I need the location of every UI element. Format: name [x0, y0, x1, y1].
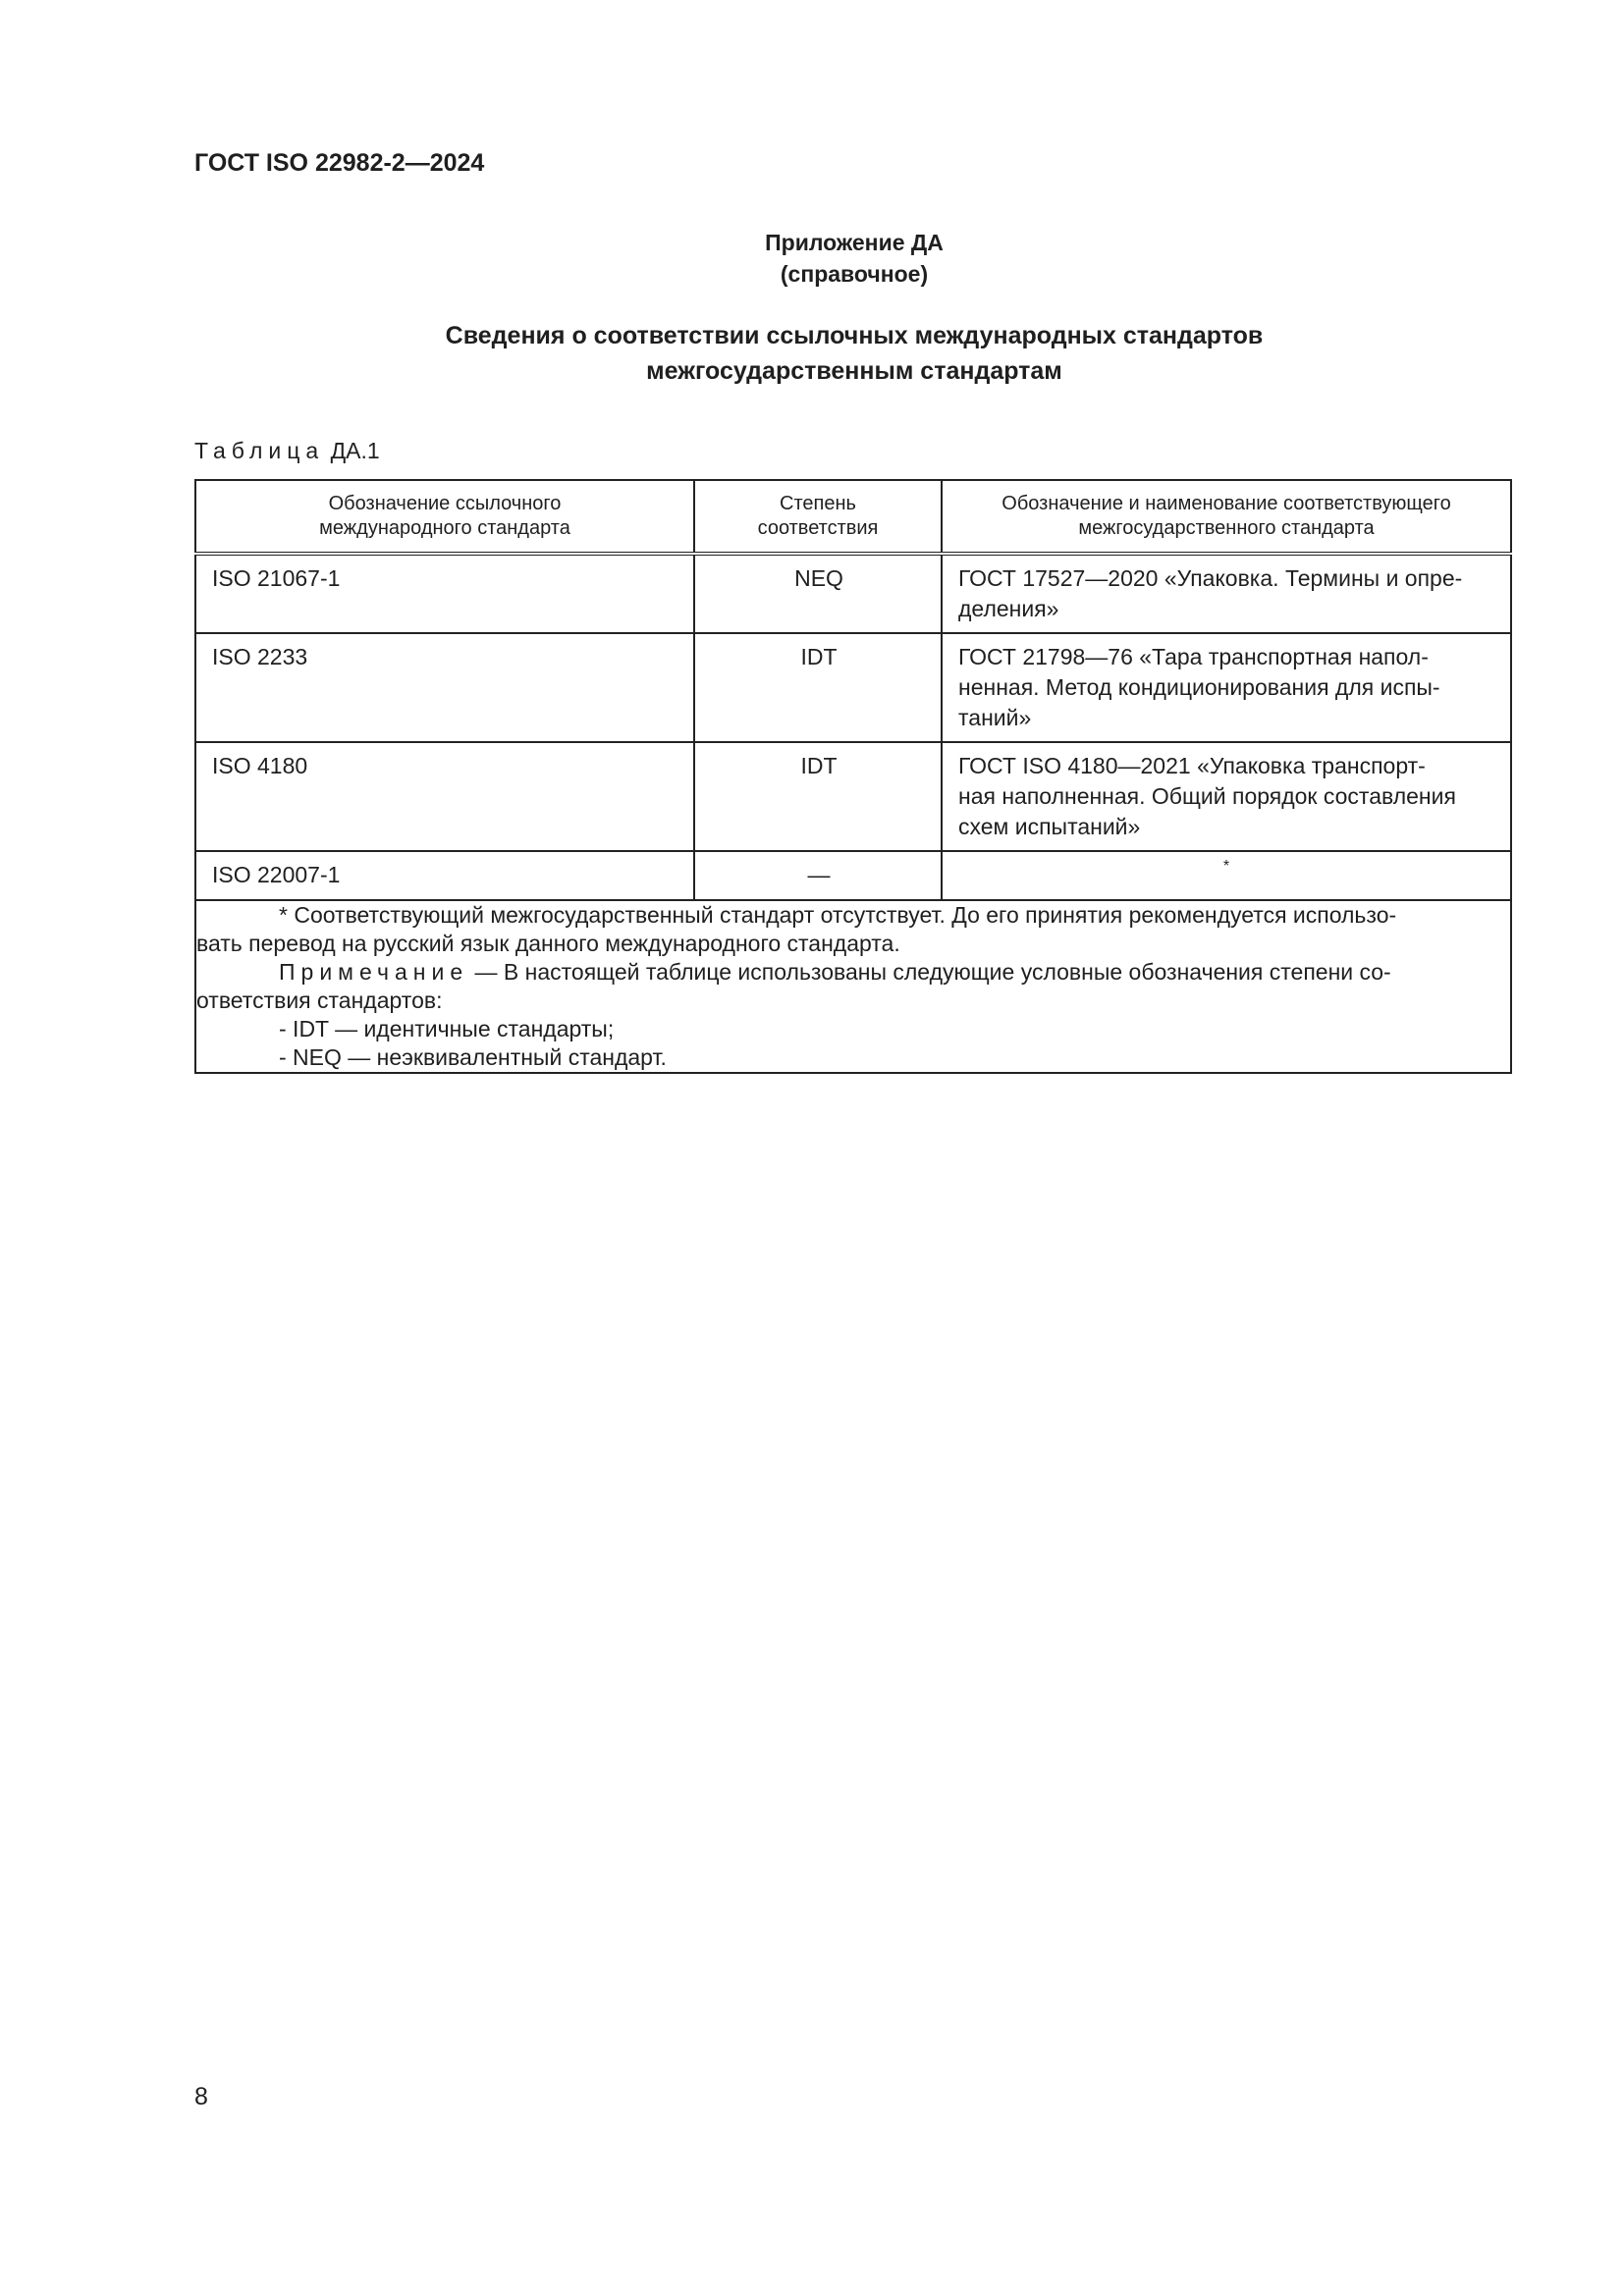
table-header-row	[195, 480, 1511, 554]
note-label: Примечание	[279, 959, 469, 985]
cell-interstate	[942, 633, 1511, 742]
table-label	[194, 438, 380, 464]
interstate-line: ненная. Метод кондиционирования для испы-	[958, 674, 1440, 700]
cell-intl: ISO 2233	[195, 633, 694, 742]
header-interstate-line-2: межгосударственного стандарта	[1078, 517, 1375, 539]
section-heading-line-2: межгосударственным стандартам	[646, 357, 1062, 385]
header-intl-line-2: международного стандарта	[319, 517, 570, 539]
footnote-mark: *	[1222, 858, 1230, 875]
interstate-line: ГОСТ ISO 4180—2021 «Упаковка транспорт-	[958, 753, 1426, 778]
interstate-line: ная наполненная. Общий порядок составления	[958, 783, 1456, 809]
table-row	[195, 742, 1511, 851]
note-line-2: ответствия стандартов:	[196, 988, 443, 1013]
table-row	[195, 851, 1511, 900]
header-intl-standard	[195, 480, 694, 554]
appendix-type: (справочное)	[780, 261, 929, 287]
header-degree-line-1: Степень	[780, 493, 856, 514]
note-line-1	[196, 958, 1510, 987]
cell-degree: —	[694, 851, 942, 900]
cell-interstate	[942, 554, 1511, 633]
header-degree-line-2: соответствия	[757, 517, 879, 539]
table-row	[195, 633, 1511, 742]
header-degree	[694, 480, 942, 554]
interstate-line: таний»	[958, 705, 1032, 730]
cell-degree: NEQ	[694, 554, 942, 633]
table-label-word: Таблица	[194, 438, 325, 463]
note-item-idt: - IDT — идентичные стандарты;	[279, 1016, 615, 1041]
interstate-line: ГОСТ 17527—2020 «Упаковка. Термины и опре-	[958, 565, 1463, 591]
cell-interstate	[942, 742, 1511, 851]
cell-degree: IDT	[694, 742, 942, 851]
cell-intl: ISO 22007-1	[195, 851, 694, 900]
footnote-line-2: вать перевод на русский язык данного международного стандарта.	[196, 931, 900, 956]
correspondence-table	[194, 479, 1512, 1074]
interstate-line: деления»	[958, 596, 1059, 621]
header-interstate-line-1: Обозначение и наименование соответствующего	[1001, 493, 1451, 514]
table-notes	[195, 900, 1511, 1073]
cell-intl: ISO 21067-1	[195, 554, 694, 633]
appendix-title: Приложение ДА	[765, 230, 944, 255]
cell-degree: IDT	[694, 633, 942, 742]
table-row	[195, 554, 1511, 633]
interstate-line: ГОСТ 21798—76 «Тара транспортная напол-	[958, 644, 1429, 669]
note-item-neq: - NEQ — неэквивалентный стандарт.	[279, 1044, 667, 1070]
cell-interstate	[942, 851, 1511, 900]
header-intl-line-1: Обозначение ссылочного	[328, 493, 562, 514]
footnote-line-1: * Соответствующий межгосударственный стандарт отсутствует. До его принятия рекомендуется использо-	[279, 902, 1397, 928]
page-number: 8	[194, 2083, 208, 2110]
section-heading-line-1: Сведения о соответствии ссылочных международных стандартов	[445, 322, 1264, 349]
interstate-line: схем испытаний»	[958, 814, 1141, 839]
cell-intl: ISO 4180	[195, 742, 694, 851]
table-label-number: ДА.1	[330, 438, 380, 463]
table-notes-row	[195, 900, 1511, 1073]
header-interstate-standard	[942, 480, 1511, 554]
document-code: ГОСТ ISO 22982-2—2024	[194, 149, 485, 177]
note-text-1: — В настоящей таблице использованы следующие условные обозначения степени со-	[468, 959, 1391, 985]
